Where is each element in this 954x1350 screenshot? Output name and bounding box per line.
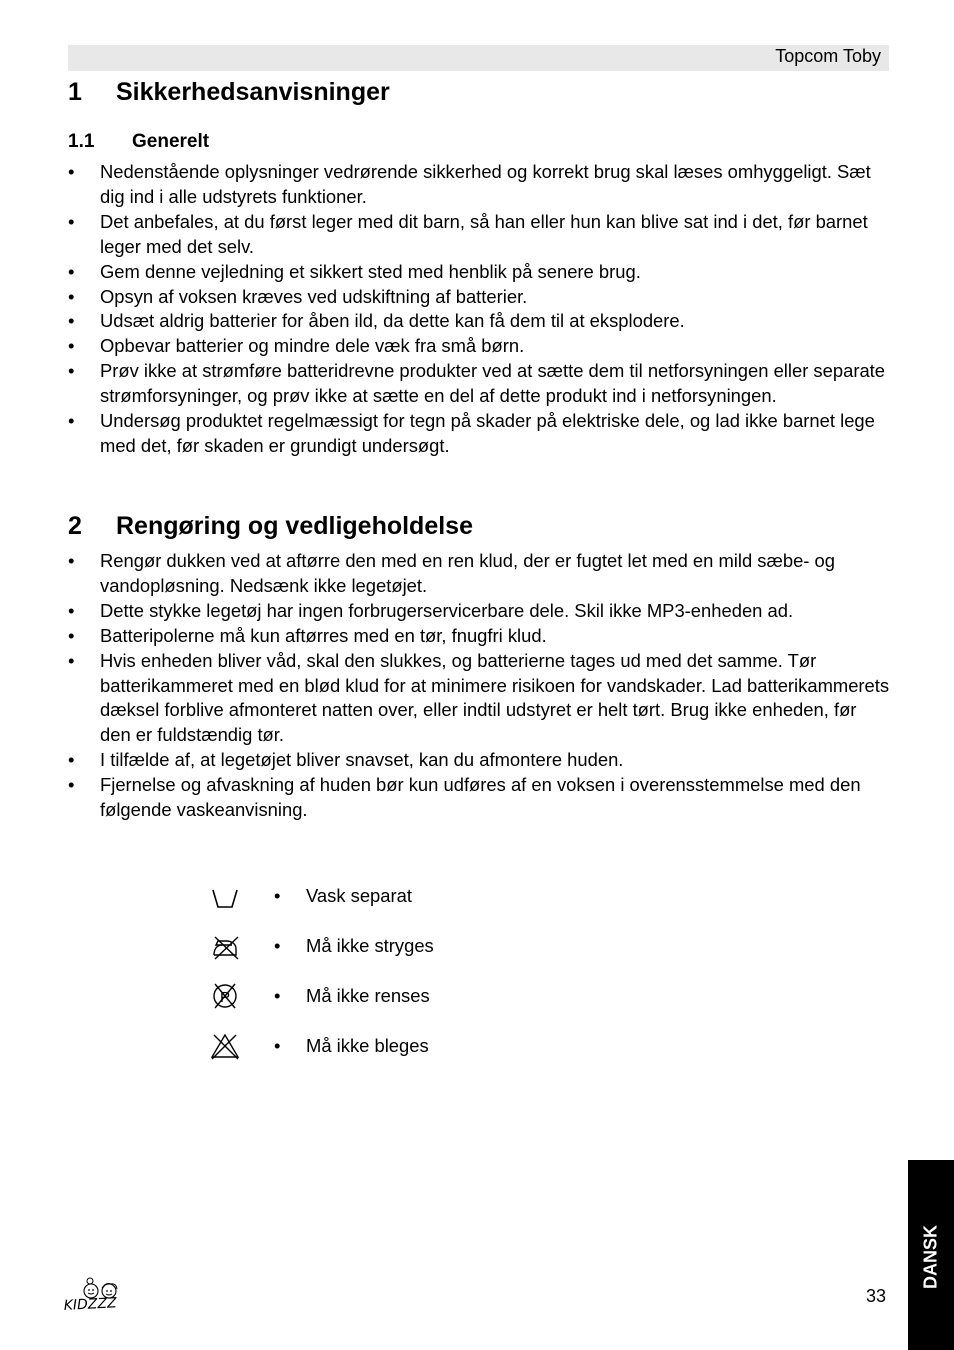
list-item: • Gem denne vejledning et sikkert sted med henblik på senere brug. <box>68 260 890 285</box>
safety-list <box>68 160 890 459</box>
logo-text: KIDZZZ <box>63 1295 118 1314</box>
section-1-heading <box>68 77 390 107</box>
care-row-iron <box>210 931 510 961</box>
care-bullet: • <box>274 935 281 956</box>
list-item: • Opbevar batterier og mindre dele væk fra små børn. <box>68 334 890 359</box>
header-title: Topcom Toby <box>775 46 881 66</box>
wash-tub-icon <box>210 881 240 911</box>
list-item: • Undersøg produktet regelmæssigt for tegn på skader på elektriske dele, og lad ikke barnet lege med det, før skaden er grundigt undersøgt. <box>68 409 890 459</box>
list-item: • Udsæt aldrig batterier for åben ild, da dette kan få dem til at eksplodere. <box>68 309 890 334</box>
care-label: Må ikke stryges <box>306 935 434 956</box>
cleaning-list <box>68 549 890 823</box>
list-item: • Batteripolerne må kun aftørres med en tør, fnugfri klud. <box>68 624 890 649</box>
subsection-1-1-number: 1.1 <box>68 131 95 152</box>
no-bleach-icon <box>210 1031 240 1061</box>
running-header <box>68 45 889 71</box>
list-item: • Hvis enheden bliver våd, skal den slukkes, og batterierne tages ud med det samme. Tør batterikammeret med en blød klud for at minimere risikoen for vandskader. Lad batterikammerets dæksel forblive afmonteret natten over, eller indtil udstyret er helt tørt. Brug ikke enheden, før den er fuldstændig tør. <box>68 649 890 749</box>
care-bullet: • <box>274 985 281 1006</box>
no-dry-clean-icon <box>210 981 240 1011</box>
section-1-number: 1 <box>68 78 82 106</box>
care-bullet: • <box>274 1035 281 1056</box>
list-item: • Nedenstående oplysninger vedrørende sikkerhed og korrekt brug skal læses omhyggeligt. Sæt dig ind i alle udstyrets funktioner. <box>68 160 890 210</box>
care-row-wash <box>210 881 510 911</box>
list-item: • Rengør dukken ved at aftørre den med en ren klud, der er fugtet let med en mild sæbe- og vandopløsning. Nedsænk ikke legetøjet. <box>68 549 890 599</box>
care-bullet: • <box>274 885 281 906</box>
list-item: • Opsyn af voksen kræves ved udskiftning af batterier. <box>68 285 890 310</box>
care-label: Må ikke renses <box>306 985 430 1006</box>
subsection-1-1-title: Generelt <box>132 131 210 152</box>
no-iron-icon <box>210 931 240 961</box>
list-item: • I tilfælde af, at legetøjet bliver snavset, kan du afmontere huden. <box>68 748 890 773</box>
care-label: Må ikke bleges <box>306 1035 429 1056</box>
care-label: Vask separat <box>306 885 412 906</box>
section-1-title: Sikkerhedsanvisninger <box>116 78 390 106</box>
care-row-dryclean <box>210 981 510 1011</box>
section-2-heading <box>68 511 473 541</box>
subsection-1-1-heading <box>68 130 209 154</box>
svg-text:P: P <box>219 989 231 1006</box>
section-2-number: 2 <box>68 512 82 540</box>
language-label: DANSK <box>920 1224 941 1290</box>
care-row-bleach <box>210 1031 510 1061</box>
list-item: • Fjernelse og afvaskning af huden bør kun udføres af en voksen i overensstemmelse med den følgende vaskeanvisning. <box>68 773 890 823</box>
list-item: • Prøv ikke at strømføre batteridrevne produkter ved at sætte dem til netforsyningen eller separate strømforsyninger, og prøv ikke at sætte en del af dette produkt ind i netforsyningen. <box>68 359 890 409</box>
list-item: • Dette stykke legetøj har ingen forbrugerservicerbare dele. Skil ikke MP3-enheden ad. <box>68 599 890 624</box>
kidzzz-logo <box>62 1274 136 1316</box>
list-item: • Det anbefales, at du først leger med dit barn, så han eller hun kan blive sat ind i det, før barnet leger med det selv. <box>68 210 890 260</box>
section-2-title: Rengøring og vedligeholdelse <box>116 512 473 540</box>
page-number: 33 <box>866 1286 887 1306</box>
